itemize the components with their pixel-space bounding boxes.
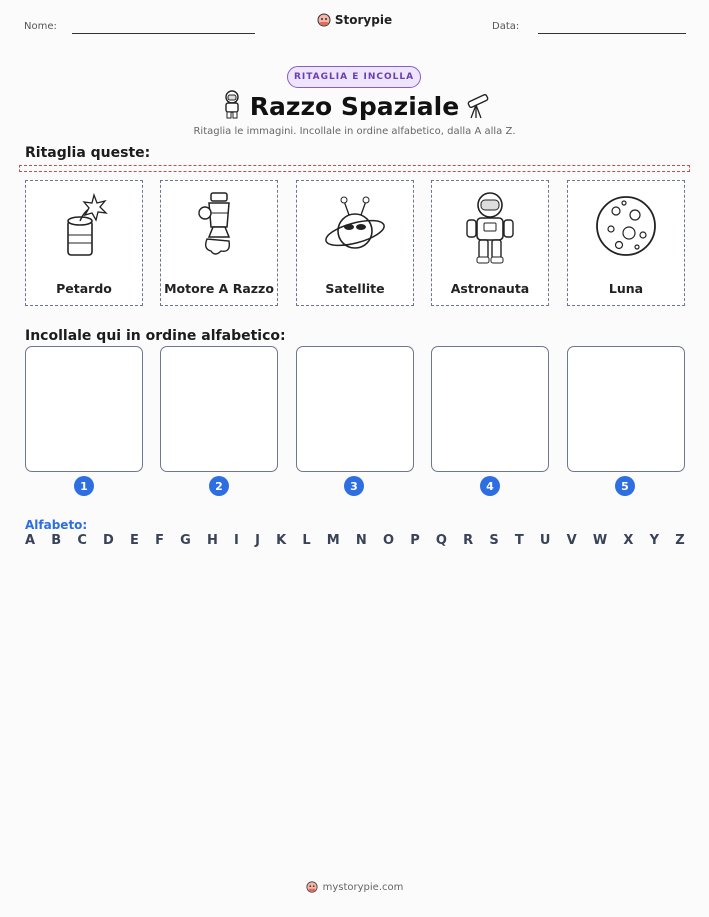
brand-name: Storypie <box>334 13 393 27</box>
alphabet-letter: C <box>77 533 87 548</box>
alphabet-letter: K <box>276 533 287 548</box>
cut-section-title: Ritaglia queste: <box>25 145 151 161</box>
alphabet-letter: W <box>592 533 608 548</box>
alphabet-letter: Y <box>649 533 660 548</box>
alphabet-letter: V <box>566 533 577 548</box>
name-label: Nome: <box>24 21 57 32</box>
page-title: Razzo Spaziale <box>249 92 460 121</box>
paste-section-title: Incollale qui in ordine alfabetico: <box>25 328 286 344</box>
card-label: Motore A Razzo <box>164 281 274 296</box>
alphabet-letter: L <box>302 533 311 548</box>
telescope-icon <box>462 92 492 120</box>
alphabet-letter: I <box>234 533 239 548</box>
alphabet-row <box>25 533 685 548</box>
alphabet-letter: T <box>514 533 524 548</box>
alphabet-letter: X <box>623 533 634 548</box>
cut-card-motore-a-razzo[interactable] <box>160 180 278 306</box>
alphabet-letter: M <box>326 533 340 548</box>
alphabet-letter: N <box>355 533 367 548</box>
alphabet-letter: J <box>255 533 260 548</box>
alphabet-letter: A <box>25 533 36 548</box>
alphabet-letter: F <box>155 533 164 548</box>
number-badge-2: 2 <box>209 476 229 496</box>
alphabet-letter: E <box>130 533 139 548</box>
alphabet-letter: U <box>539 533 551 548</box>
cut-line <box>19 165 690 172</box>
satellite-icon <box>322 191 388 263</box>
storypie-mascot-icon <box>317 13 331 27</box>
number-badge-1: 1 <box>74 476 94 496</box>
cut-card-satellite[interactable] <box>296 180 414 306</box>
storypie-mascot-icon <box>306 881 318 893</box>
alphabet-letter: D <box>103 533 114 548</box>
card-label: Petardo <box>56 281 112 296</box>
paste-box-4[interactable] <box>431 346 549 472</box>
footer-url[interactable]: mystorypie.com <box>322 881 404 893</box>
card-label: Luna <box>608 281 644 296</box>
alphabet-letter: Q <box>435 533 447 548</box>
firecracker-icon <box>54 191 114 263</box>
cut-card-petardo[interactable] <box>25 180 143 306</box>
moon-icon <box>593 191 659 261</box>
cut-card-luna[interactable] <box>567 180 685 306</box>
alphabet-letter: S <box>489 533 499 548</box>
date-label: Data: <box>492 21 520 32</box>
alphabet-title: Alfabeto: <box>25 518 88 532</box>
rocket-engine-icon <box>189 191 249 263</box>
brand-logo <box>0 13 709 27</box>
date-field-line[interactable] <box>538 33 686 34</box>
number-badge-5: 5 <box>615 476 635 496</box>
alphabet-letter: O <box>382 533 395 548</box>
paste-box-2[interactable] <box>160 346 278 472</box>
alphabet-letter: H <box>206 533 218 548</box>
card-label: Satellite <box>325 281 385 296</box>
name-field-line[interactable] <box>72 33 255 34</box>
astronaut-icon <box>462 191 518 265</box>
alphabet-letter: P <box>410 533 420 548</box>
footer <box>0 881 709 893</box>
paste-box-3[interactable] <box>296 346 414 472</box>
alphabet-letter: B <box>51 533 62 548</box>
alphabet-letter: R <box>463 533 474 548</box>
cut-card-astronauta[interactable] <box>431 180 549 306</box>
instructions: Ritaglia le immagini. Incollale in ordine alfabetico, dalla A alla Z. <box>193 126 516 137</box>
paste-box-5[interactable] <box>567 346 685 472</box>
paste-box-1[interactable] <box>25 346 143 472</box>
number-badge-4: 4 <box>480 476 500 496</box>
card-label: Astronauta <box>450 281 530 296</box>
alphabet-letter: G <box>180 533 191 548</box>
activity-badge: RITAGLIA E INCOLLA <box>287 66 421 88</box>
alphabet-letter: Z <box>675 533 685 548</box>
number-badge-3: 3 <box>344 476 364 496</box>
